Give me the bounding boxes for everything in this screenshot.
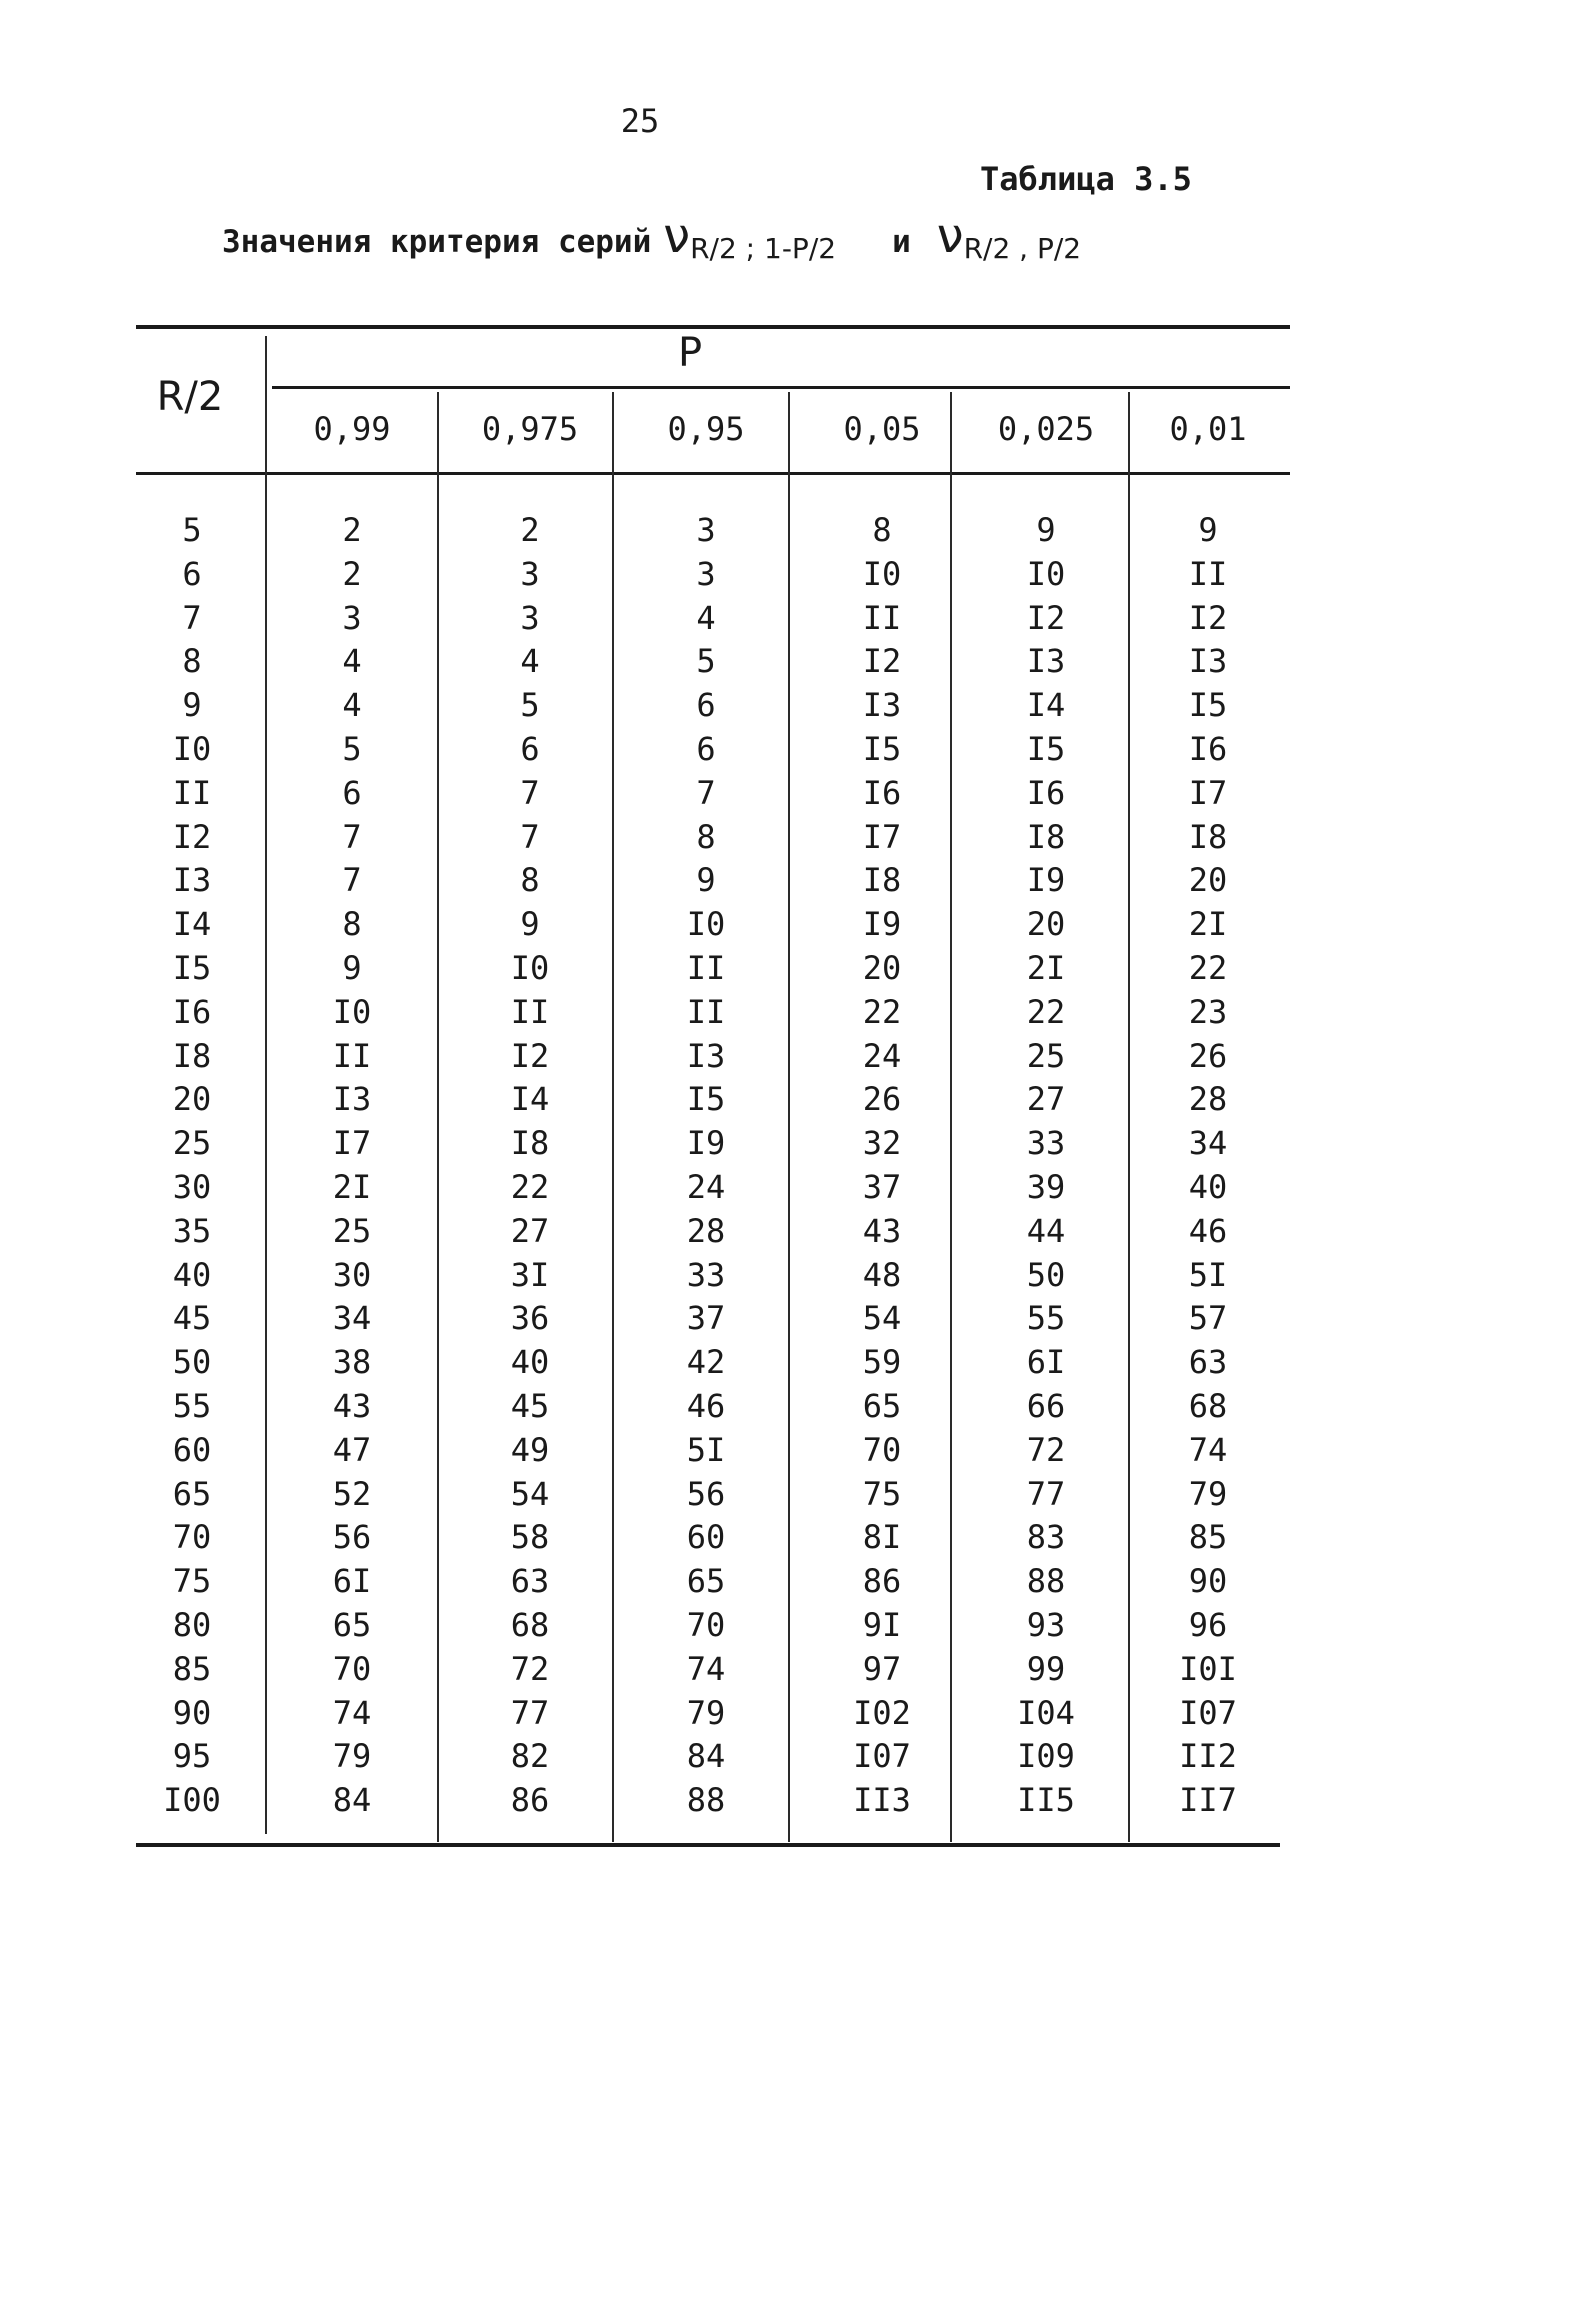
table-cell: 44: [1026, 1211, 1066, 1250]
table-cell: 5: [520, 686, 540, 725]
table-cell: II7: [1179, 1781, 1237, 1820]
caption-text: Значения критерия серий: [222, 224, 652, 260]
row-label: I5: [172, 949, 212, 987]
row-label: II: [172, 773, 212, 812]
table-cell: 43: [332, 1387, 372, 1425]
table-cell: 68: [510, 1606, 550, 1644]
table-cell: 96: [1188, 1606, 1228, 1644]
table-bottom-rule: [136, 1843, 1280, 1847]
table-cell: 60: [686, 1518, 726, 1557]
table-cell: II: [332, 1036, 372, 1075]
table-cell: 70: [862, 1430, 902, 1469]
caption-subscript-1: R/2 ; 1-P/2: [690, 232, 837, 265]
table-cell: 27: [1026, 1080, 1066, 1119]
table-cell: I7: [332, 1124, 372, 1163]
row-label: 35: [172, 1211, 212, 1250]
table-cell: 37: [686, 1299, 726, 1338]
table-cell: 72: [510, 1649, 550, 1688]
table-cell: 7: [520, 773, 540, 812]
table-cell: 22: [1026, 992, 1066, 1031]
table-cell: 3I: [510, 1255, 550, 1294]
table-cell: 83: [1026, 1518, 1066, 1557]
row-header: R/2: [156, 374, 224, 420]
table-cell: 2: [342, 554, 362, 593]
table-cell: 59: [862, 1343, 902, 1382]
column-separator: [437, 392, 439, 1842]
table-cell: 77: [510, 1693, 550, 1732]
table-cell: 57: [1188, 1299, 1228, 1338]
row-label: I6: [172, 992, 212, 1031]
table-cell: 3: [520, 554, 540, 593]
table-cell: 34: [332, 1299, 372, 1338]
table-cell: I0: [686, 905, 726, 944]
table-cell: I4: [510, 1080, 550, 1119]
table-cell: 24: [862, 1036, 902, 1075]
table-cell: 5I: [1188, 1255, 1228, 1294]
row-label: I4: [172, 905, 212, 944]
table-cell: 50: [1026, 1255, 1066, 1294]
table-cell: 56: [332, 1518, 372, 1557]
table-cell: 9: [342, 949, 362, 987]
table-cell: 3: [696, 511, 716, 549]
column-header: 0,01: [1169, 410, 1247, 448]
table-cell: 52: [332, 1474, 372, 1513]
table-cell: 28: [1188, 1080, 1228, 1119]
table-cell: 6I: [1026, 1343, 1066, 1382]
table-cell: I5: [1026, 730, 1066, 768]
row-label: I8: [172, 1036, 212, 1075]
table-cell: 9: [520, 905, 540, 944]
table-cell: 63: [510, 1562, 550, 1601]
table-cell: 3: [696, 554, 716, 593]
table-cell: 75: [862, 1474, 902, 1513]
table-cell: 79: [1188, 1474, 1228, 1513]
column-separator: [788, 392, 790, 1842]
table-cell: I5: [1188, 686, 1228, 725]
table-cell: I7: [1188, 773, 1228, 812]
row-label: 20: [172, 1080, 212, 1119]
table-cell: 72: [1026, 1430, 1066, 1469]
table-cell: 25: [332, 1211, 372, 1250]
table-cell: 84: [332, 1781, 372, 1820]
table-cell: 65: [332, 1606, 372, 1644]
table-cell: I04: [1017, 1693, 1075, 1732]
table-cell: II: [686, 949, 726, 987]
table-cell: 5I: [686, 1430, 726, 1469]
group-header: P: [677, 330, 703, 376]
table-cell: 38: [332, 1343, 372, 1382]
table-cell: 6: [696, 686, 716, 725]
table-cell: I9: [1026, 861, 1066, 900]
table-cell: 79: [686, 1693, 726, 1732]
row-label: 80: [172, 1606, 212, 1644]
column-header: 0,99: [313, 410, 391, 448]
table-cell: I3: [332, 1080, 372, 1119]
table-cell: II5: [1017, 1781, 1075, 1820]
table-cell: I2: [1026, 598, 1066, 637]
table-cell: 79: [332, 1737, 372, 1776]
row-label: 8: [182, 642, 202, 681]
table-cell: 40: [1188, 1168, 1228, 1206]
column-header: 0,05: [843, 410, 921, 448]
caption-subscript-2: R/2 , P/2: [963, 232, 1082, 265]
table-cell: 2: [520, 511, 540, 549]
table-cell: 7: [342, 817, 362, 856]
table-cell: 26: [862, 1080, 902, 1119]
table-cell: I3: [1188, 642, 1228, 681]
table-cell: 22: [1188, 949, 1228, 987]
table-cell: 74: [686, 1649, 726, 1688]
table-cell: 3: [520, 598, 540, 637]
table-cell: 63: [1188, 1343, 1228, 1382]
header-sub-rule: [272, 386, 1290, 389]
table-cell: 77: [1026, 1474, 1066, 1513]
table-cell: 22: [510, 1168, 550, 1206]
table-cell: 6I: [332, 1562, 372, 1601]
table-cell: 4: [520, 642, 540, 681]
table-cell: I3: [862, 686, 902, 725]
column-header: 0,95: [667, 410, 745, 448]
table-cell: 4: [342, 686, 362, 725]
table-cell: II: [862, 598, 902, 637]
table-cell: I07: [1179, 1693, 1237, 1732]
table-cell: 45: [510, 1387, 550, 1425]
row-label: 5: [182, 511, 202, 549]
row-label: I0: [172, 730, 212, 768]
table-cell: 23: [1188, 992, 1228, 1031]
table-cell: 4: [696, 598, 716, 637]
row-label: 60: [172, 1430, 212, 1469]
row-label: 50: [172, 1343, 212, 1382]
table-cell: 74: [332, 1693, 372, 1732]
row-label: 85: [172, 1649, 212, 1688]
row-label: 30: [172, 1168, 212, 1206]
table-cell: 37: [862, 1168, 902, 1206]
row-label: 40: [172, 1255, 212, 1294]
table-cell: 33: [1026, 1124, 1066, 1163]
table-cell: 6: [342, 773, 362, 812]
table-cell: I0I: [1179, 1649, 1237, 1688]
row-label: 9: [182, 686, 202, 725]
column-header: 0,025: [997, 410, 1095, 448]
table-cell: 58: [510, 1518, 550, 1557]
table-cell: I7: [862, 817, 902, 856]
table-cell: 20: [862, 949, 902, 987]
table-cell: 99: [1026, 1649, 1066, 1688]
caption-conjunction: и: [892, 224, 911, 260]
table-cell: 70: [332, 1649, 372, 1688]
table-cell: I8: [1026, 817, 1066, 856]
table-cell: I6: [1026, 773, 1066, 812]
table-cell: I9: [686, 1124, 726, 1163]
row-label: 70: [172, 1518, 212, 1557]
table-cell: 39: [1026, 1168, 1066, 1206]
table-cell: 6: [696, 730, 716, 768]
table-cell: 2I: [1026, 949, 1066, 987]
table-cell: 2: [342, 511, 362, 549]
table-cell: I3: [1026, 642, 1066, 681]
table-cell: 9: [1198, 511, 1218, 549]
table-cell: 7: [696, 773, 716, 812]
table-cell: 5: [696, 642, 716, 681]
row-label: 6: [182, 554, 202, 593]
row-label: 75: [172, 1562, 212, 1601]
table-label: Таблица 3.5: [980, 160, 1192, 198]
table-cell: II: [1188, 554, 1228, 593]
column-separator: [1128, 392, 1130, 1842]
table-cell: 82: [510, 1737, 550, 1776]
table-cell: 6: [520, 730, 540, 768]
table-cell: 32: [862, 1124, 902, 1163]
table-cell: II3: [853, 1781, 911, 1820]
table-cell: 33: [686, 1255, 726, 1294]
table-cell: 9: [696, 861, 716, 900]
table-cell: 8: [872, 511, 892, 549]
table-cell: 66: [1026, 1387, 1066, 1425]
table-cell: 4: [342, 642, 362, 681]
row-label: 45: [172, 1299, 212, 1338]
table-cell: 27: [510, 1211, 550, 1250]
table-cell: 47: [332, 1430, 372, 1469]
table-cell: I0: [510, 949, 550, 987]
table-cell: 46: [1188, 1211, 1228, 1250]
table-cell: 34: [1188, 1124, 1228, 1163]
table-cell: 68: [1188, 1387, 1228, 1425]
table-cell: I5: [686, 1080, 726, 1119]
column-header: 0,975: [481, 410, 579, 448]
header-bottom-rule: [136, 472, 1290, 475]
row-label: 65: [172, 1474, 212, 1513]
table-cell: 86: [510, 1781, 550, 1820]
table-cell: 93: [1026, 1606, 1066, 1644]
table-caption: [222, 208, 1082, 265]
table-cell: II: [510, 992, 550, 1031]
table-cell: 20: [1026, 905, 1066, 944]
table-cell: I2: [510, 1036, 550, 1075]
table-cell: 7: [520, 817, 540, 856]
table-cell: I9: [862, 905, 902, 944]
table-cell: I8: [1188, 817, 1228, 856]
table-cell: 46: [686, 1387, 726, 1425]
nu-symbol-2: ν: [936, 208, 964, 264]
table-cell: I09: [1017, 1737, 1075, 1776]
table-cell: II: [686, 992, 726, 1031]
table-top-rule: [136, 325, 1290, 329]
table-cell: 85: [1188, 1518, 1228, 1557]
row-label: 25: [172, 1124, 212, 1163]
row-label: I3: [172, 861, 212, 900]
table-cell: 86: [862, 1562, 902, 1601]
table-cell: 84: [686, 1737, 726, 1776]
row-label: 90: [172, 1693, 212, 1732]
table-cell: 90: [1188, 1562, 1228, 1601]
table-cell: 43: [862, 1211, 902, 1250]
table-cell: 9: [1036, 511, 1056, 549]
table-cell: I5: [862, 730, 902, 768]
table-cell: I6: [862, 773, 902, 812]
table-cell: 24: [686, 1168, 726, 1206]
table-cell: 22: [862, 992, 902, 1031]
table-cell: I2: [1188, 598, 1228, 637]
table-cell: 8: [520, 861, 540, 900]
table-cell: I07: [853, 1737, 911, 1776]
table-cell: 65: [686, 1562, 726, 1601]
table-cell: 2I: [1188, 905, 1228, 944]
table-cell: I8: [862, 861, 902, 900]
row-label: I00: [163, 1781, 221, 1820]
row-label: 55: [172, 1387, 212, 1425]
table-cell: 8I: [862, 1518, 902, 1557]
table-cell: 88: [1026, 1562, 1066, 1601]
table-cell: 28: [686, 1211, 726, 1250]
row-label: 95: [172, 1737, 212, 1776]
table-cell: 65: [862, 1387, 902, 1425]
table-cell: I4: [1026, 686, 1066, 725]
table-cell: I6: [1188, 730, 1228, 768]
table-cell: 54: [510, 1474, 550, 1513]
row-label: I2: [172, 817, 212, 856]
table-cell: I8: [510, 1124, 550, 1163]
table-cell: 7: [342, 861, 362, 900]
table-cell: II2: [1179, 1737, 1237, 1776]
table-cell: 55: [1026, 1299, 1066, 1338]
table-cell: I02: [853, 1693, 911, 1732]
table-cell: I0: [332, 992, 372, 1031]
table-cell: 30: [332, 1255, 372, 1294]
table-cell: 8: [342, 905, 362, 944]
table-cell: 42: [686, 1343, 726, 1382]
table-cell: 2I: [332, 1168, 372, 1206]
table-cell: I2: [862, 642, 902, 681]
table-cell: 5: [342, 730, 362, 768]
column-separator: [612, 392, 614, 1842]
table-cell: 70: [686, 1606, 726, 1644]
table-cell: 25: [1026, 1036, 1066, 1075]
table-cell: 74: [1188, 1430, 1228, 1469]
table-cell: I0: [862, 554, 902, 593]
table-cell: 20: [1188, 861, 1228, 900]
table-cell: 56: [686, 1474, 726, 1513]
table-cell: 36: [510, 1299, 550, 1338]
table-cell: 48: [862, 1255, 902, 1294]
table-cell: 26: [1188, 1036, 1228, 1075]
table-cell: 8: [696, 817, 716, 856]
row-label: 7: [182, 598, 202, 637]
table-cell: 54: [862, 1299, 902, 1338]
page-number: 25: [620, 102, 660, 140]
table-cell: 97: [862, 1649, 902, 1688]
nu-symbol-1: ν: [663, 208, 691, 264]
table-cell: 3: [342, 598, 362, 637]
table-cell: 88: [686, 1781, 726, 1820]
table-cell: 9I: [862, 1606, 902, 1644]
table-cell: I0: [1026, 554, 1066, 593]
table-cell: I3: [686, 1036, 726, 1075]
table-cell: 40: [510, 1343, 550, 1382]
table-cell: 49: [510, 1430, 550, 1469]
